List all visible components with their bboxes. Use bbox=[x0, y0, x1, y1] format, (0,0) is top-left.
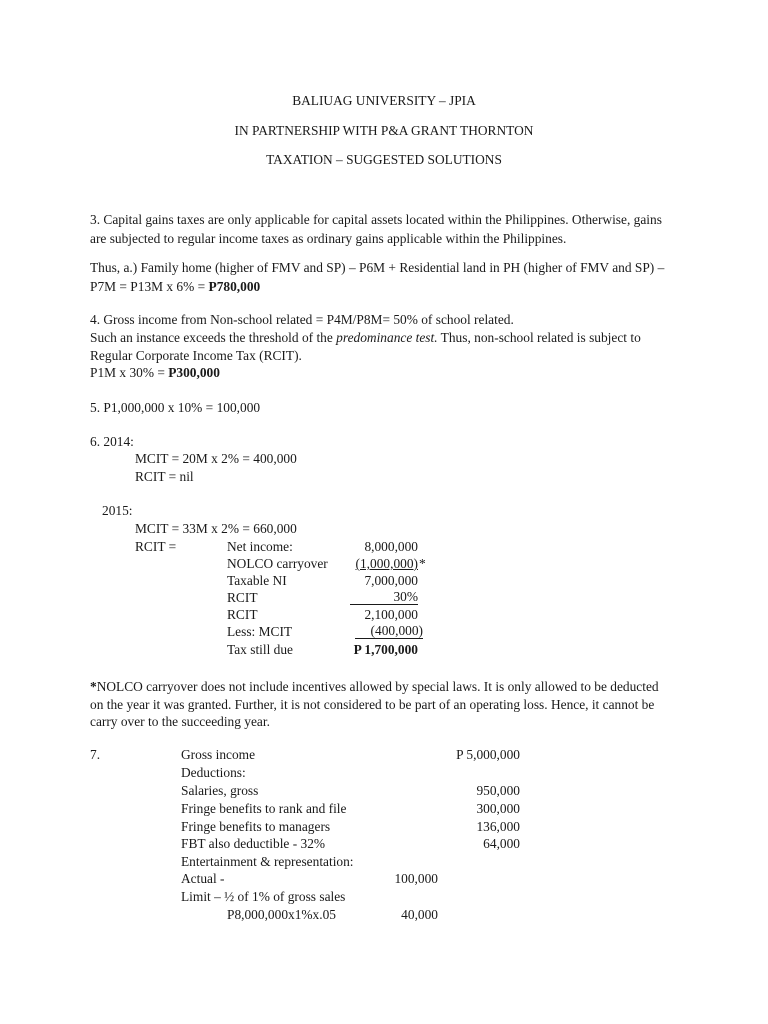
q3-paragraph-2 bbox=[90, 258, 670, 296]
q7-row-label: Salaries, gross bbox=[181, 783, 259, 798]
q4-answer: P300,000 bbox=[168, 365, 220, 380]
q6-tax-still-due: P 1,700,000 bbox=[353, 642, 418, 657]
q6-row-value: 2,100,000 bbox=[364, 607, 418, 622]
q3-computation: Thus, a.) Family home (higher of FMV and SP) – P6M + Residential land in PH (higher of FMV and SP) – P7M = P13M x 6% = bbox=[90, 260, 665, 294]
q7-number: 7. bbox=[90, 747, 101, 762]
q7-row-value: 136,000 bbox=[476, 819, 520, 834]
nolco-footnote-mark: * bbox=[419, 556, 426, 571]
q6-row-label: Taxable NI bbox=[227, 573, 287, 588]
q7-row-label: Limit – ½ of 1% of gross sales bbox=[181, 889, 346, 904]
q7-row-label: Fringe benefits to rank and file bbox=[181, 801, 347, 816]
q6-row-label: Net income: bbox=[227, 539, 293, 554]
q5-line: 5. P1,000,000 x 10% = 100,000 bbox=[90, 400, 261, 415]
q7-row-label: Entertainment & representation: bbox=[181, 854, 354, 869]
nolco-note-text: NOLCO carryover does not include incentives allowed by special laws. It is only allowed to be deducted on the year it was granted. Further, it is not considered to be part of an operating loss. Hence, it cannot be carry over to the succeeding year. bbox=[90, 679, 659, 729]
q7-row-label: P8,000,000x1%x.05 bbox=[227, 907, 336, 922]
q4-line-4 bbox=[90, 364, 220, 381]
q6-row-value bbox=[320, 555, 418, 572]
q4-line-2-tail: Thus, non-school related is subject to bbox=[437, 330, 641, 345]
q7-row-label: Actual - bbox=[181, 871, 225, 886]
header-partnership: IN PARTNERSHIP WITH P&A GRANT THORNTON bbox=[234, 123, 534, 138]
q6-row-label: Tax still due bbox=[227, 642, 294, 657]
q6-row-label: Less: MCIT bbox=[227, 624, 293, 639]
q4-line-2 bbox=[90, 329, 641, 346]
q7-row-label: FBT also deductible - 32% bbox=[181, 836, 326, 851]
nolco-note-star: * bbox=[90, 679, 97, 694]
q4-line-3: Regular Corporate Income Tax (RCIT). bbox=[90, 348, 302, 363]
q7-row-label: Gross income bbox=[181, 747, 256, 762]
q6-rcit-label: RCIT = bbox=[135, 539, 177, 554]
q7-row-value: 300,000 bbox=[476, 801, 520, 816]
q6-row-label: RCIT bbox=[227, 590, 258, 605]
q4-predominance-test: predominance test. bbox=[336, 330, 438, 345]
q7-row-label: Deductions: bbox=[181, 765, 246, 780]
q6-year-2015: 2015: bbox=[102, 503, 133, 518]
q6-rcit-2014: RCIT = nil bbox=[135, 469, 194, 484]
q6-mcit-2014: MCIT = 20M x 2% = 400,000 bbox=[135, 451, 297, 466]
q7-row-value: 950,000 bbox=[476, 783, 520, 798]
q6-row-label: RCIT bbox=[227, 607, 258, 622]
nolco-value: (1,000,000) bbox=[355, 556, 418, 571]
q7-row-value: P 5,000,000 bbox=[456, 747, 520, 762]
nolco-note bbox=[90, 678, 665, 731]
header-title: TAXATION – SUGGESTED SOLUTIONS bbox=[266, 152, 502, 167]
q4-line-1: 4. Gross income from Non-school related = P4M/P8M= 50% of school related. bbox=[90, 312, 514, 327]
q4-line-4-text: P1M x 30% = bbox=[90, 365, 169, 380]
q3-paragraph-1: 3. Capital gains taxes are only applicable for capital assets located within the Philippines. Otherwise, gains are subjected to regular income taxes as ordinary gains applicable within the Philippines. bbox=[90, 212, 662, 246]
q4-line-2-text: Such an instance exceeds the threshold of the bbox=[90, 330, 337, 345]
q3-answer: P780,000 bbox=[208, 279, 261, 294]
q7-row-value: 64,000 bbox=[483, 836, 520, 851]
header-university: BALIUAG UNIVERSITY – JPIA bbox=[292, 93, 476, 108]
q6-mcit-2015: MCIT = 33M x 2% = 660,000 bbox=[135, 521, 297, 536]
q6-row-label: NOLCO carryover bbox=[227, 556, 328, 571]
q7-row-value: 100,000 bbox=[394, 871, 438, 886]
q6-row-value: 8,000,000 bbox=[364, 539, 418, 554]
q6-row-value: 30% bbox=[350, 589, 418, 605]
q7-row-label: Fringe benefits to managers bbox=[181, 819, 331, 834]
q6-row-value: 7,000,000 bbox=[364, 573, 418, 588]
q7-row-value: 40,000 bbox=[401, 907, 438, 922]
q6-year-2014: 6. 2014: bbox=[90, 434, 134, 449]
q6-row-value: (400,000) bbox=[355, 623, 423, 639]
